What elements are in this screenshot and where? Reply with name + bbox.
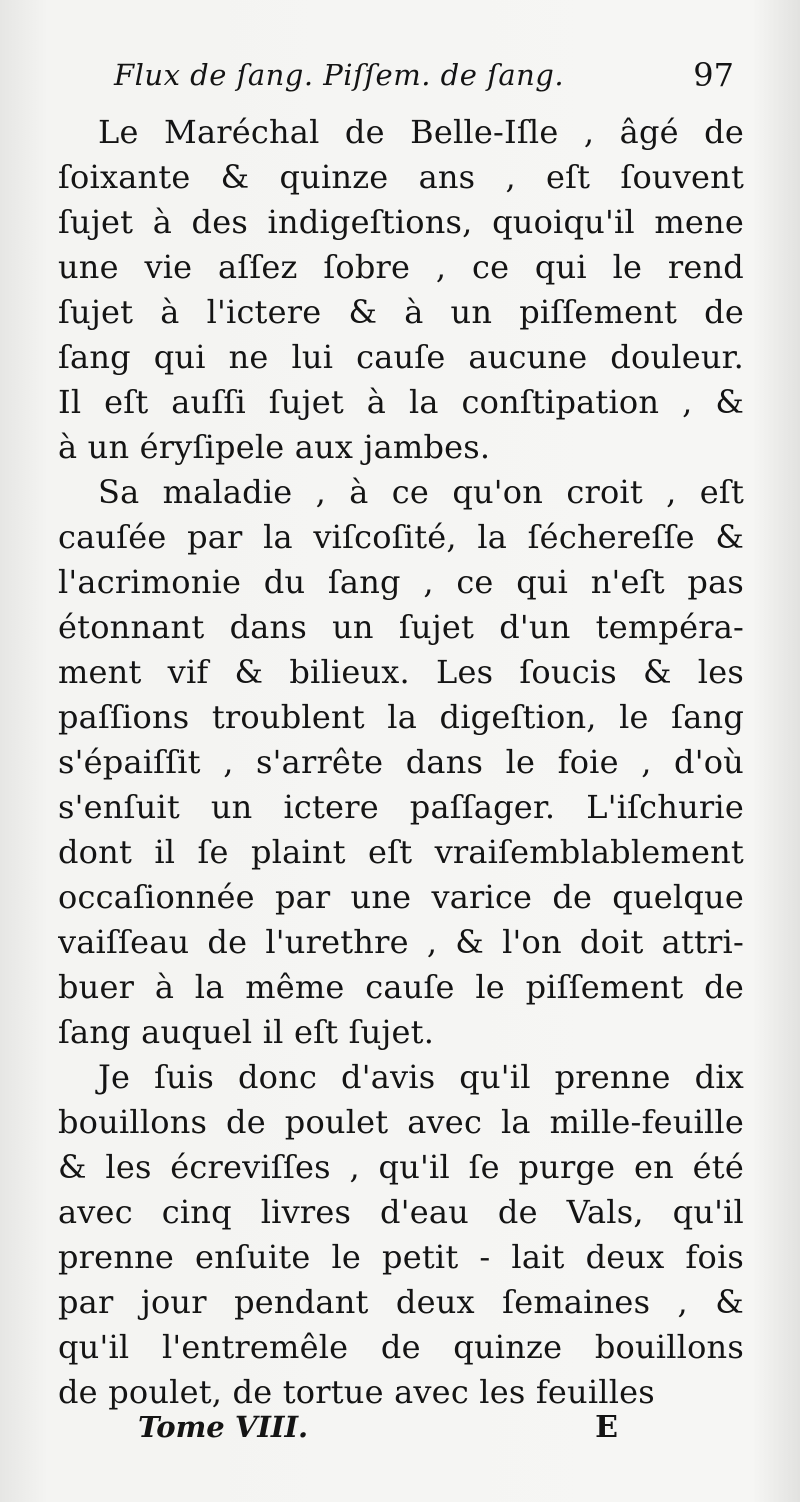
running-head: Flux de ſang. Piſſem. de ſang. xyxy=(114,58,565,92)
text-line: qu'il l'entremêle de quinze bouillons xyxy=(58,1328,744,1366)
page-footer xyxy=(138,1410,618,1450)
text-line: cauſée par la viſcoſité, la ſéchereſſe & xyxy=(58,518,744,556)
text-line: une vie aſſez ſobre , ce qui le rend xyxy=(58,248,744,286)
text-line: dont il ſe plaint eſt vraiſemblablement xyxy=(58,833,744,871)
gathering-mark: E xyxy=(595,1410,618,1445)
text-line: occaſionnée par une varice de quelque xyxy=(58,878,744,916)
text-line: Sa maladie , à ce qu'on croit , eſt xyxy=(98,473,744,511)
volume-signature: Tome VIII. xyxy=(138,1410,309,1444)
text-line: buer à la même cauſe le piſſement de xyxy=(58,968,744,1006)
paragraph xyxy=(58,470,744,1055)
page-header xyxy=(114,58,734,102)
text-line: ſujet à des indigeſtions, quoiqu'il mene xyxy=(58,203,744,241)
text-line: par jour pendant deux ſemaines , & xyxy=(58,1283,744,1321)
body-text xyxy=(58,110,744,1415)
text-line: s'épaiſſit , s'arrête dans le foie , d'où xyxy=(58,743,744,781)
text-line: l'acrimonie du ſang , ce qui n'eſt pas xyxy=(58,563,744,601)
text-line: à un éryſipele aux jambes. xyxy=(58,428,491,466)
text-line: de poulet, de tortue avec les feuilles xyxy=(58,1373,655,1411)
text-line: avec cinq livres d'eau de Vals, qu'il xyxy=(58,1193,744,1231)
text-line: paſſions troublent la digeſtion, le ſang xyxy=(58,698,744,736)
text-line: ſang auquel il eſt ſujet. xyxy=(58,1013,435,1051)
page-number: 97 xyxy=(693,56,734,94)
text-line: & les écreviſſes , qu'il ſe purge en été xyxy=(58,1148,744,1186)
text-line: Le Maréchal de Belle-Iſle , âgé de xyxy=(98,113,744,151)
text-line: ſujet à l'ictere & à un piſſement de xyxy=(58,293,744,331)
paragraph xyxy=(58,1055,744,1415)
text-line: ſang qui ne lui cauſe aucune douleur. xyxy=(58,338,744,376)
text-line: ſoixante & quinze ans , eſt ſouvent xyxy=(58,158,744,196)
text-line: Je ſuis donc d'avis qu'il prenne dix xyxy=(98,1058,744,1096)
text-line: ment vif & bilieux. Les ſoucis & les xyxy=(58,653,744,691)
text-line: étonnant dans un ſujet d'un tempéra- xyxy=(58,608,744,646)
text-line: vaiſſeau de l'urethre , & l'on doit attri- xyxy=(58,923,744,961)
text-line: prenne enſuite le petit - lait deux fois xyxy=(58,1238,744,1276)
text-line: Il eſt auſſi ſujet à la conſtipation , & xyxy=(58,383,744,421)
text-line: s'enſuit un ictere paſſager. L'iſchurie xyxy=(58,788,744,826)
paragraph xyxy=(58,110,744,470)
text-line: bouillons de poulet avec la mille-feuille xyxy=(58,1103,744,1141)
